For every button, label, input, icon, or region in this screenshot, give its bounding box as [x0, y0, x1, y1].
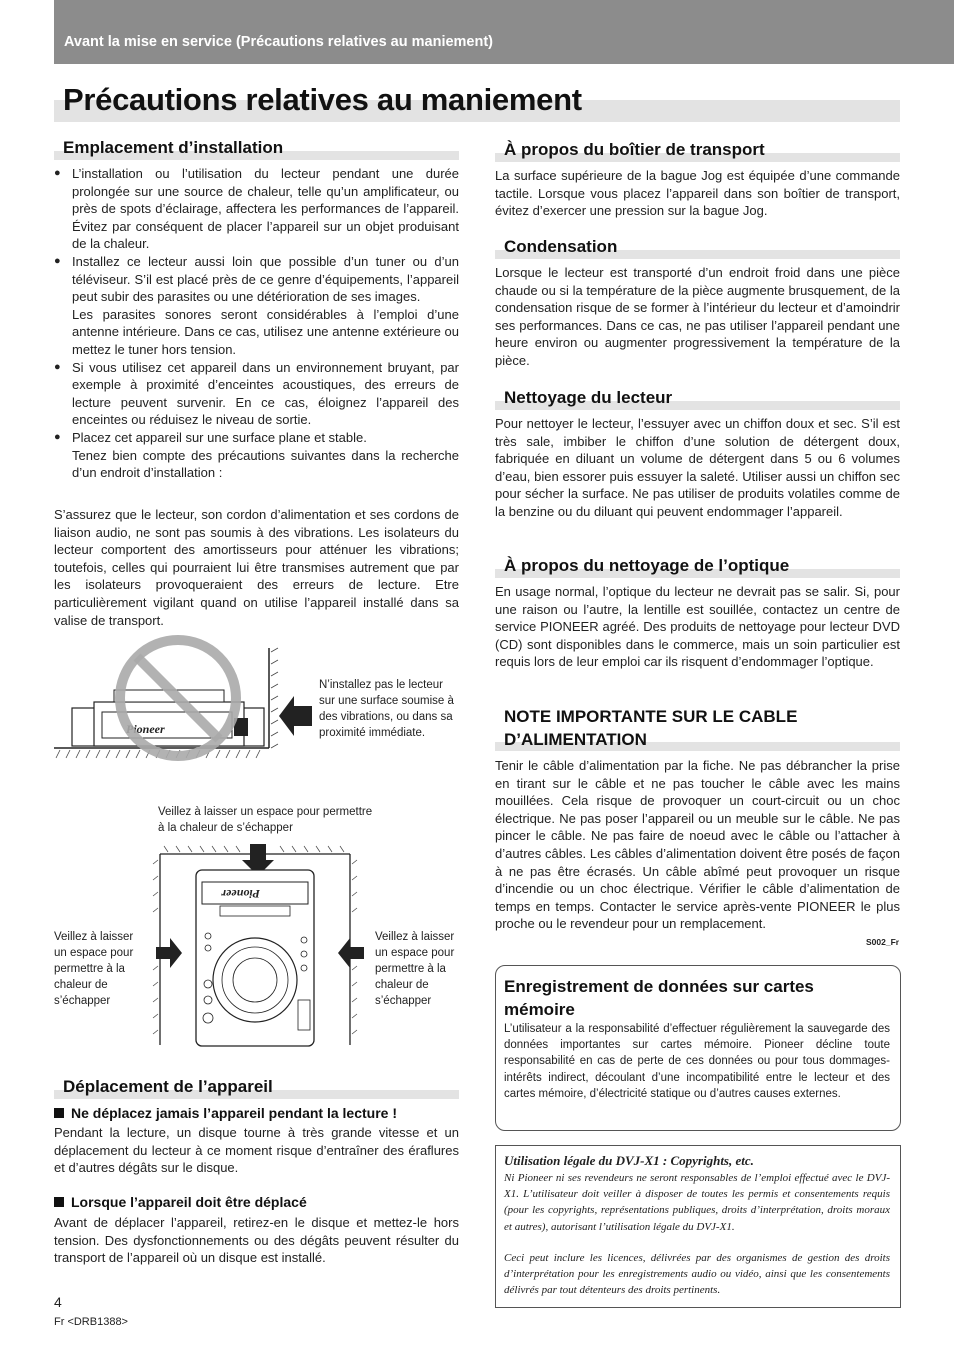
section-title-condensation: Condensation — [504, 237, 618, 256]
cable-paragraph: Tenir le câble d’alimentation par la fiche. Ne pas débrancher la prise en tirant sur le câble et ne pas toucher le câble avec les mains mouillées. Cela risque de provoquer un court-circuit ou un choc électrique. Ne pas poser l’appareil ou un meuble sur le câble. Ne pas pincer le câble. Ne pas faire de noeud avec le câble ou l’attacher à d’autres câbles. Les câbles d’alimentation doivent être posés de façon à ne pas être écrasés. Un câble abîmé peut provoquer un risque d’incendie ou un choc électrique. Vérifier le câble d’alimentation de temps en temps. Contacter le service après-vente PIONEER le plus proche ou le revendeur pour un remplacement. — [495, 758, 900, 932]
section-title-cable: NOTE IMPORTANTE SUR LE CABLE D’ALIMENTATION — [504, 707, 798, 749]
cleaning-paragraph: Pour nettoyer le lecteur, l’essuyer avec un chiffon doux et sec. S’il est très sale, imbiber le chiffon d’une solution de détergent doux, fabriquée en diluant un volume de détergent dans 5 ou 6 volumes d’eau, bien essorer puis essuyer la saleté. Utiliser aussi un chiffon sec pour sécher la surface. Ne pas utiliser de produits volatiles comme de la benzine ou du diluant qui peuvent endommager l’appareil. — [495, 416, 900, 519]
install-bullet-list — [54, 165, 459, 482]
subheading-no-move: Ne déplacez jamais l’appareil pendant la lecture ! — [54, 1105, 397, 1121]
memory-paragraph: L’utilisateur a la responsabilité d’effectuer régulièrement la sauvegarde des données importantes sur cartes mémoire. Pioneer décline toute responsabilité en cas de perte de ces données ou pour tous dommages-intérêts indirect, découlant d’une incompatibilité entre le lecteur et des cartes mémoire, d’électricité statique ou d’autres causes externes. — [504, 1023, 890, 1100]
brand-logo: Pioneer — [126, 722, 165, 736]
figure2-caption-right: Veillez à laisser un espace pour permettre à la chaleur de s’échapper — [375, 931, 455, 1007]
memory-title: Enregistrement de données sur cartes mémoire — [504, 977, 814, 1019]
vibration-warning-figure — [54, 640, 314, 770]
page-title: Précautions relatives au maniement — [63, 82, 582, 117]
optics-paragraph: En usage normal, l’optique du lecteur ne devrait pas se salir. Si, pour une raison ou l’autre, la lentille est souillée, contactez un centre de service PIONEER agréé. Des produits de nettoyage pour lecteur DVD (CD) sont disponibles dans le commerce, mais un soin particulier est requis lors de leur emploi car ils risquent d’endommager l’optique. — [495, 584, 900, 670]
move-paragraph-2: Avant de déplacer l’appareil, retirez-en le disque et mettez-le hors tension. Des dysfonctionnements ou des dégâts peuvent résulter du transport de l’appareil où un disque est installé. — [54, 1215, 459, 1266]
list-item: ● L’installation ou l’utilisation du lecteur pendant une durée prolongée sur une source de chaleur, telle qu’un amplificateur, ou près de spots d’éclairage, affectera les performances de l’appareil. Évitez par conséquent de placer l’appareil sur un objet produisant de la chaleur. — [54, 165, 459, 253]
copyright-title: Utilisation légale du DVJ-X1 : Copyrights, etc. — [504, 1153, 754, 1168]
list-item: ● Placez cet appareil sur une surface plane et stable. Tenez bien compte des précautions suivantes dans la recherche d’un endroit d’installation : — [54, 429, 459, 482]
header-bar — [54, 0, 954, 64]
install-paragraph: S’assurez que le lecteur, son cordon d’alimentation et ses cordons de liaison audio, ne sont pas soumis à des vibrations. Les isolateurs du lecteur comportent des amortisseurs pour atténuer les vibrations; toutefois, celles qui pourraient lui être transmises autrement que par les isolateurs provoqueraient des erreurs de lecture. Etre particulièrement vigilant quand on utilise l’appareil installé dans sa valise de transport. — [54, 507, 459, 628]
breadcrumb: Avant la mise en service (Précautions relatives au maniement) — [64, 34, 494, 50]
copyright-paragraph-2: Ceci peut inclure les licences, délivrées par des organismes de gestion des droits d’interprétation pour les enregistrements audio ou vidéo, ainsi que les consentements délivrés par tout détenteurs des droits pertinents. — [504, 1252, 890, 1297]
section-title-cleaning: Nettoyage du lecteur — [504, 388, 673, 407]
section-title-install: Emplacement d’installation — [63, 138, 284, 157]
figure2-caption-top: Veillez à laisser un espace pour permettre à la chaleur de s’échapper — [158, 806, 373, 834]
subheading-when-move: Lorsque l’appareil doit être déplacé — [54, 1194, 307, 1210]
document-code: Fr <DRB1388> — [54, 1316, 128, 1328]
list-item: ● Si vous utilisez cet appareil dans un environnement bruyant, par exemple à proximité d’enceintes acoustiques, des erreurs de lecture peuvent survenir. En ce cas, éloignez l’appareil des enceintes ou réduisez le niveau de sortie. — [54, 359, 459, 429]
ventilation-figure — [150, 840, 375, 1050]
figure2-caption-left: Veillez à laisser un espace pour permettre à la chaleur de s’échapper — [54, 931, 134, 1007]
device-brand-logo: Pioneer — [221, 887, 260, 901]
list-item: ● Installez ce lecteur aussi loin que possible d’un tuner ou d’un téléviseur. S’il est placé près de ce genre d’équipements, l’appareil peut subir des parasites ou une détérioration de ses images. Les parasites sonores seront considérables à l’emploi d’une antenne intérieure. Dans ce cas, utilisez une antenne extérieure ou mettez le tuner hors tension. — [54, 253, 459, 359]
section-title-optics: À propos du nettoyage de l’optique — [504, 556, 790, 575]
case-paragraph: La surface supérieure de la bague Jog est équipée d’une commande tactile. Lorsque vous placez l’appareil dans son boîtier de transport, évitez d’exercer une pression sur la bague Jog. — [495, 168, 900, 219]
page-number: 4 — [54, 1294, 62, 1310]
figure1-caption: N’installez pas le lecteur sur une surface soumise à des vibrations, ou dans sa proximité immédiate. — [319, 679, 454, 739]
move-paragraph-1: Pendant la lecture, un disque tourne à très grande vitesse et un déplacement du lecteur à ce moment risque d’entraîner des éraflures et d’autres dégâts sur le disque. — [54, 1125, 459, 1176]
section-title-case: À propos du boîtier de transport — [504, 140, 765, 159]
copyright-paragraph-1: Ni Pioneer ni ses revendeurs ne seront responsables de l’emploi effectué avec le DVJ-X1. L’utilisateur doit veiller à disposer de toutes les permis et consentements requis (pour les copyrights, représentations publiques, droits d’interprétation, droits moraux et autres), autorisant l’utilisation légale du DVJ-X1. — [504, 1172, 890, 1233]
cable-code: S002_Fr — [866, 937, 900, 947]
section-title-move: Déplacement de l’appareil — [63, 1077, 273, 1096]
condensation-paragraph: Lorsque le lecteur est transporté d’un endroit froid dans une pièce chaude ou si la température de la pièce augmente brusquement, de la condensation risque de se former à l’intérieur du lecteur et d’amoindrir ses performances. Dans ce cas, ne pas utiliser l’appareil pendant une heure environ ou augmenter progressivement la température de la pièce. — [495, 265, 900, 368]
